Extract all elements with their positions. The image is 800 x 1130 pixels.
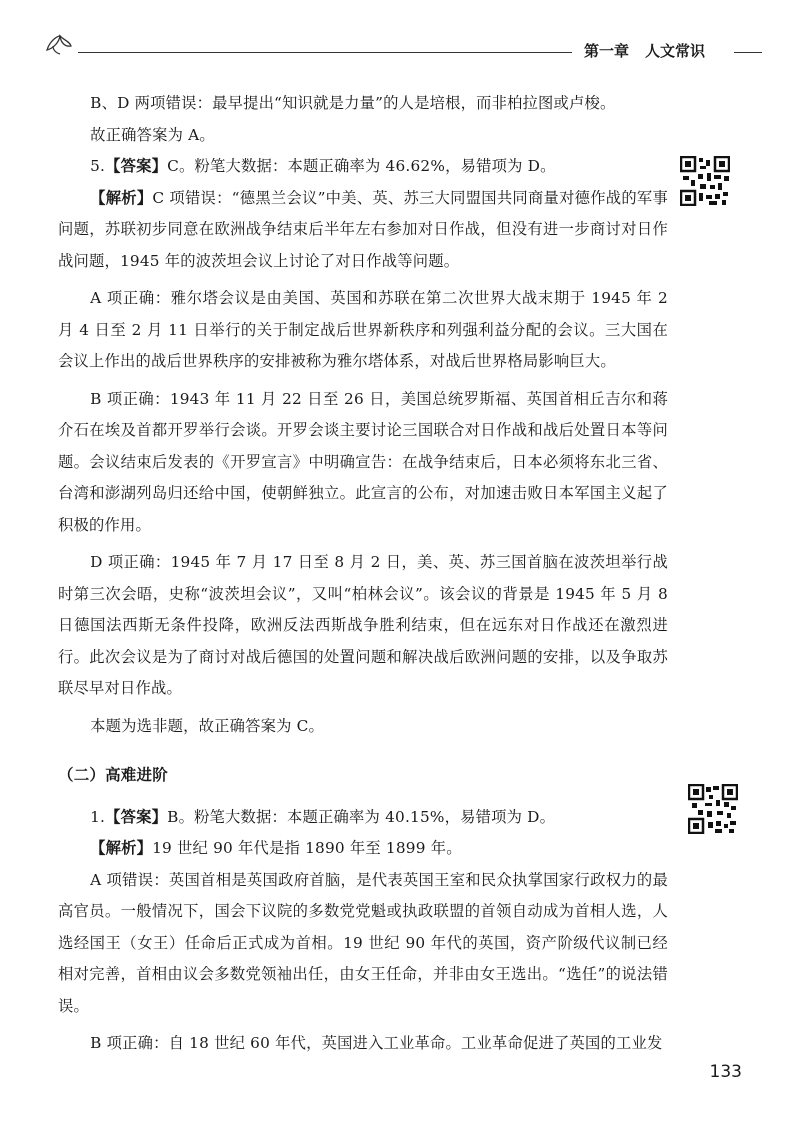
- question-number: 5.: [90, 157, 106, 175]
- qr-code-icon[interactable]: [688, 784, 738, 834]
- page-number: 133: [709, 1062, 742, 1082]
- paragraph: 故正确答案为 A。: [90, 125, 215, 144]
- paragraph: B 项正确：1943 年 11 月 22 日至 26 日，美国总统罗斯福、英国首相丘吉尔和蒋介石在埃及首都开罗举行会谈。开罗会谈主要讨论三国联合对日作战和战后处置日本等问题。会议结束后发表的《开罗宣言》中明确宣告：在战争结束后，日本必须将东北三省、台湾和澎湖列岛归还给中国，使朝鲜独立。此宣言的公布，对加速击败日本军国主义起了积极的作用。: [58, 389, 668, 534]
- qr-code-icon[interactable]: [680, 156, 730, 206]
- paragraph: A 项正确：雅尔塔会议是由美国、英国和苏联在第二次世界大战末期于 1945 年 2 月 4 日至 2 月 11 日举行的关于制定战后世界新秩序和列强利益分配的会议。三大国在会议上作出的战后世界秩序的安排被称为雅尔塔体系，对战后世界格局影响巨大。: [58, 289, 668, 370]
- answer-line: [58, 802, 668, 834]
- analysis-text: C 项错误：“德黑兰会议”中美、英、苏三大同盟国共同商量对德作战的军事问题，苏联初步同意在欧洲战争结束后半年左右参加对日作战，但没有进一步商讨对日作战问题，1945 年的波茨坦会议上讨论了对日作战等问题。: [58, 188, 668, 270]
- paragraph: D 项正确：1945 年 7 月 17 日至 8 月 2 日，美、英、苏三国首脑在波茨坦举行战时第三次会晤，史称“波茨坦会议”，又叫“柏林会议”。该会议的背景是 1945 年 5 月 8 日德国法西斯无条件投降，欧洲反法西斯战争胜利结束，但在远东对日作战还在激烈进行。此次会议是为了商讨对战后德国的处置问题和解决战后欧洲问题的安排，以及争取苏联尽早对日作战。: [58, 553, 668, 697]
- analysis-line: [58, 183, 668, 278]
- analysis-tag: 【解析】: [90, 839, 153, 857]
- chapter-title: 人文常识: [645, 42, 706, 60]
- paragraph: A 项错误：英国首相是英国政府首脑，是代表英国王室和民众执掌国家行政权力的最高官员。一般情况下，国会下议院的多数党党魁或执政联盟的首领自动成为首相人选，人选经国王（女王）任命后正式成为首相。19 世纪 90 年代的英国，资产阶级代议制已经相对完善，首相由议会多数党领袖出任，由女王任命，并非由女王选出。“选任”的说法错误。: [58, 870, 668, 1015]
- analysis-text: 19 世纪 90 年代是指 1890 年至 1899 年。: [152, 839, 462, 857]
- answer-tag: 【答案】: [105, 807, 168, 826]
- question-number: 1.: [90, 807, 106, 826]
- chapter-heading: [584, 40, 705, 61]
- chapter-number: 第一章: [584, 42, 630, 60]
- answer-line: [58, 151, 668, 183]
- page-body: [58, 88, 668, 1060]
- analysis-tag: 【解析】: [90, 188, 153, 207]
- header-rule: [78, 52, 572, 53]
- leaf-icon: [44, 32, 74, 56]
- answer-tag: 【答案】: [105, 157, 168, 175]
- paragraph: B、D 两项错误：最早提出“知识就是力量”的人是培根，而非柏拉图或卢梭。: [90, 94, 616, 112]
- header-rule: [734, 52, 762, 53]
- section-heading: （二）高难进阶: [58, 766, 168, 784]
- answer-text: B。粉笔大数据：本题正确率为 40.15%，易错项为 D。: [167, 807, 556, 826]
- answer-text: C。粉笔大数据：本题正确率为 46.62%，易错项为 D。: [167, 157, 556, 175]
- paragraph: 本题为选非题，故正确答案为 C。: [90, 716, 325, 735]
- paragraph: B 项正确：自 18 世纪 60 年代，英国进入工业革命。工业革命促进了英国的工业发: [90, 1034, 663, 1052]
- analysis-line: [58, 833, 668, 865]
